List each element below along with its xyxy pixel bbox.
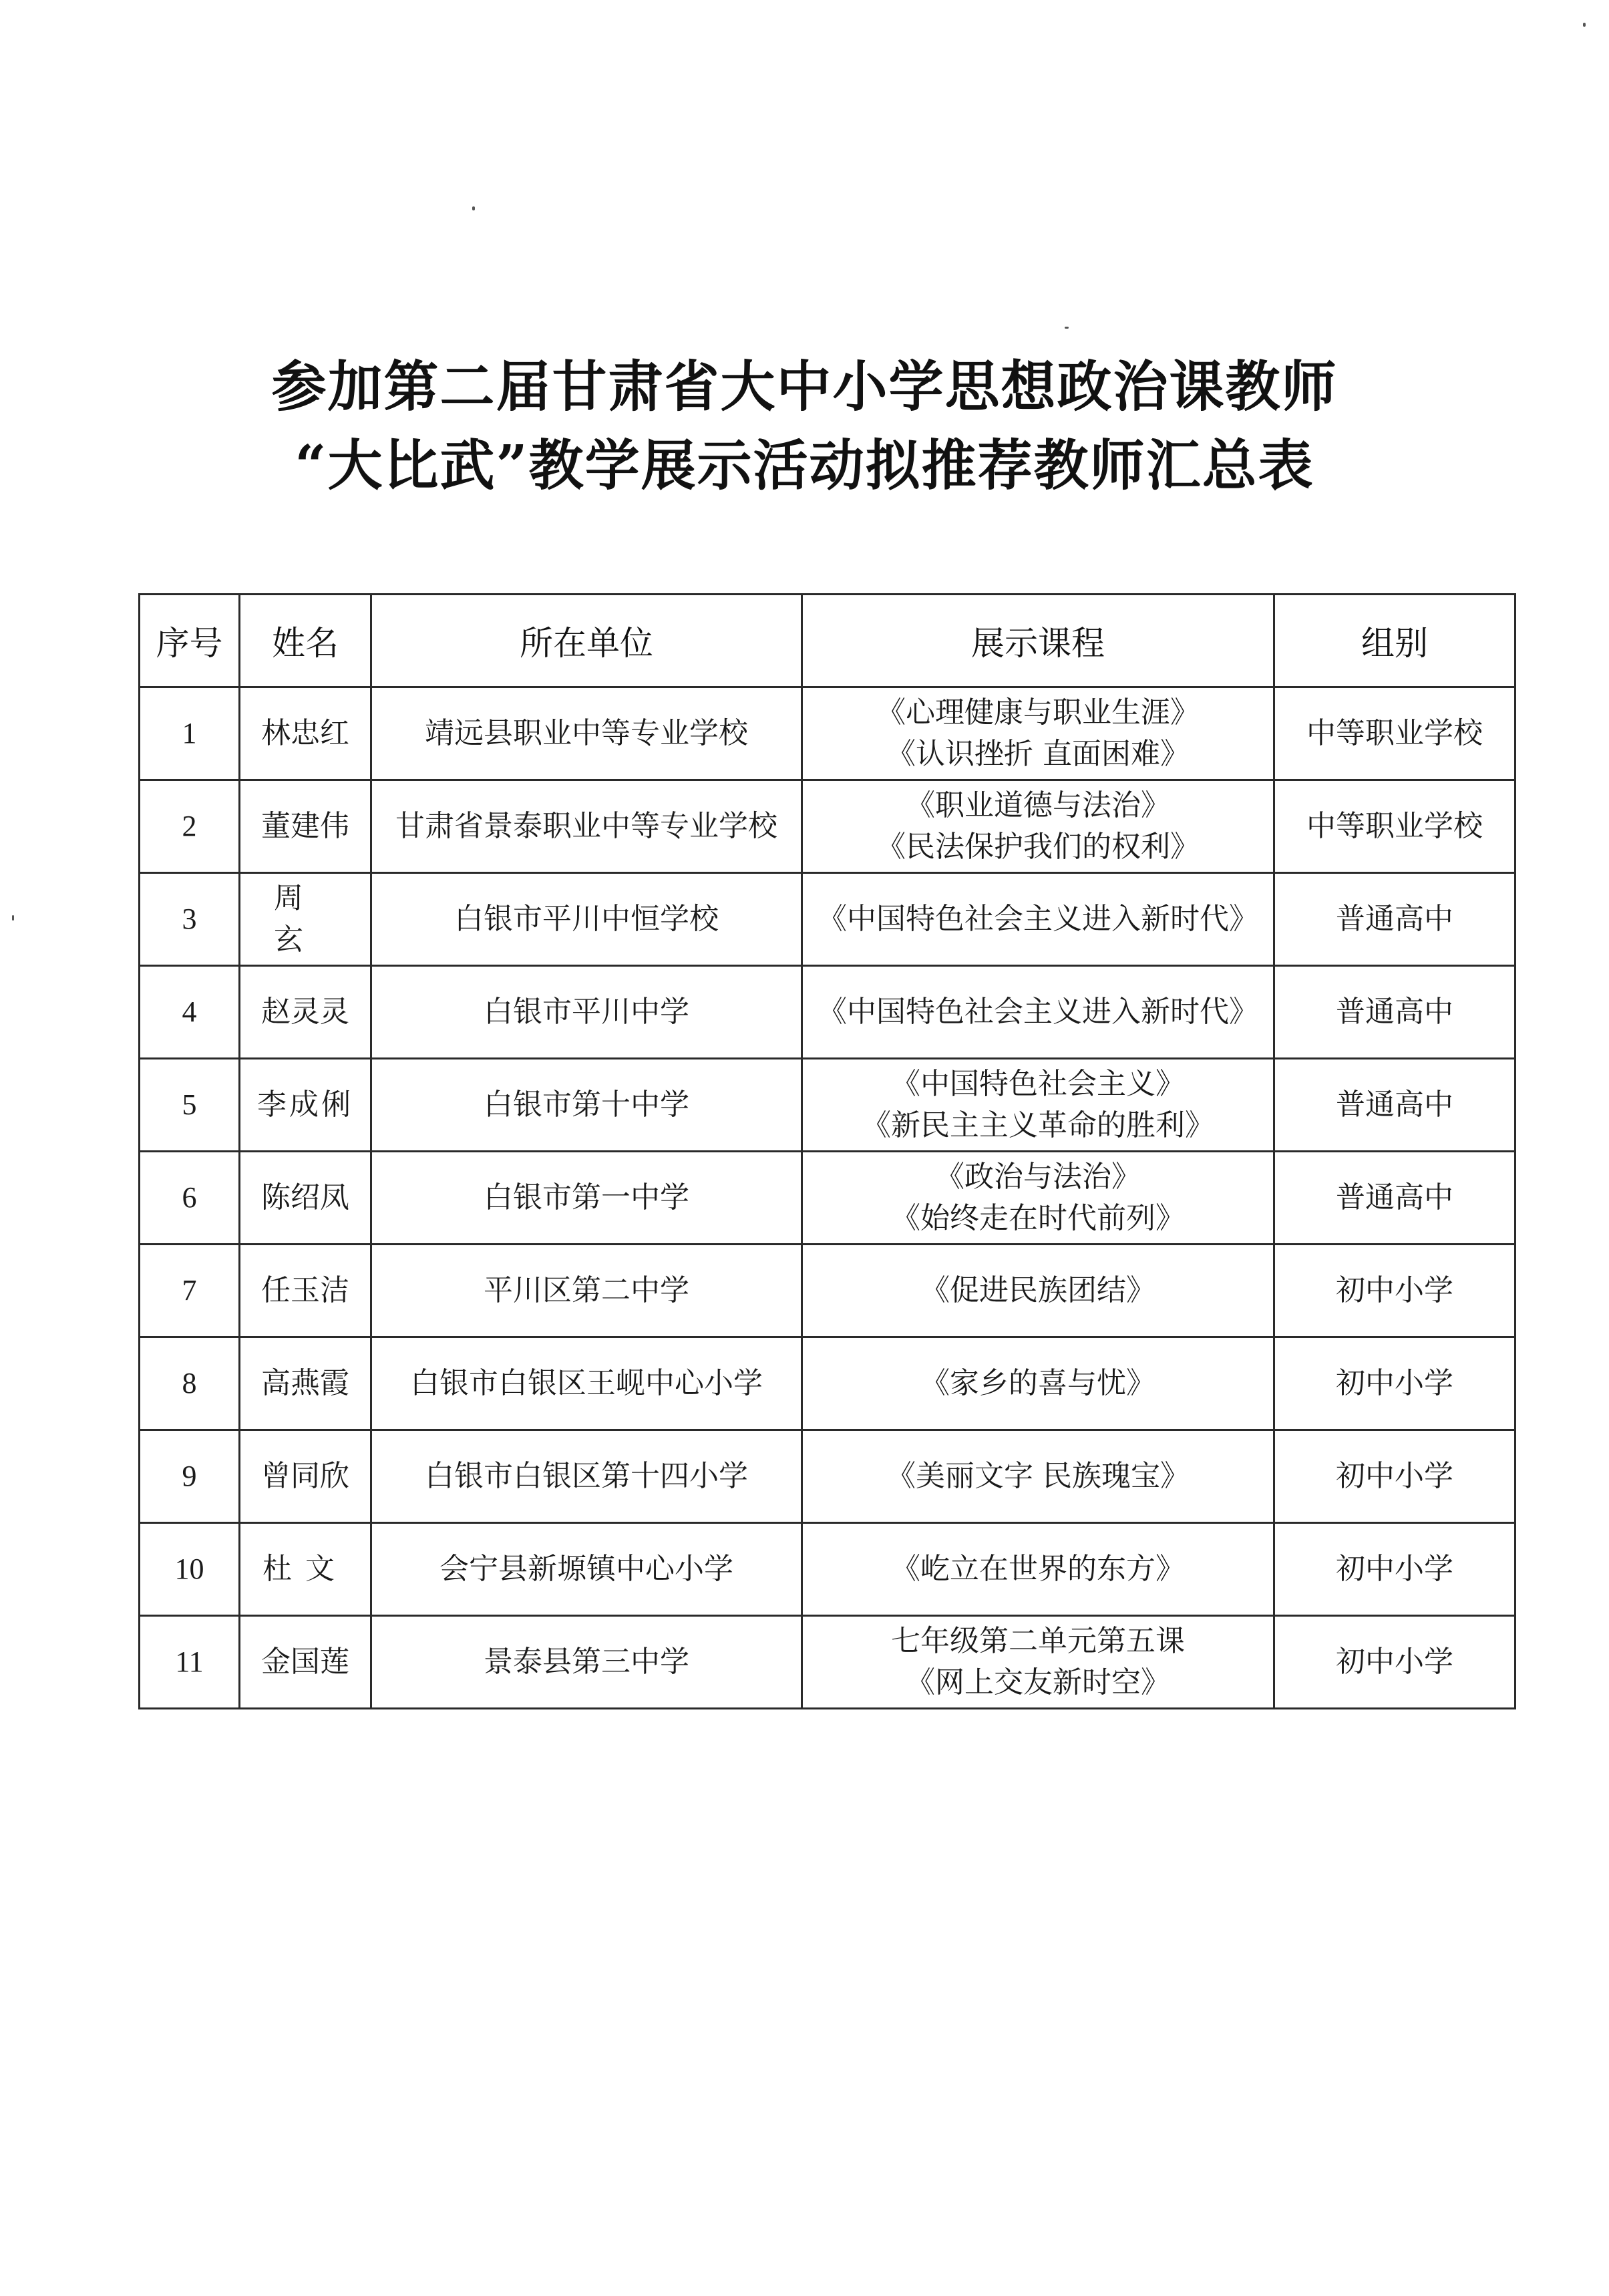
scan-speck bbox=[12, 915, 14, 921]
row-group: 初中小学 bbox=[1274, 1616, 1515, 1709]
course-line: 《职业道德与法治》 bbox=[906, 788, 1170, 822]
row-course bbox=[802, 687, 1274, 780]
row-unit: 白银市白银区王岘中心小学 bbox=[371, 1337, 802, 1430]
row-unit: 甘肃省景泰职业中等专业学校 bbox=[371, 780, 802, 873]
row-no: 2 bbox=[140, 780, 240, 873]
teacher-summary-table bbox=[138, 593, 1516, 1709]
row-no: 3 bbox=[140, 873, 240, 966]
table-row bbox=[140, 1152, 1515, 1245]
row-name: 金国莲 bbox=[240, 1616, 371, 1709]
row-unit: 白银市平川中学 bbox=[371, 966, 802, 1059]
row-no: 1 bbox=[140, 687, 240, 780]
table-row bbox=[140, 1616, 1515, 1709]
row-no: 6 bbox=[140, 1152, 240, 1245]
row-course bbox=[802, 1337, 1274, 1430]
header-no: 序号 bbox=[140, 595, 240, 687]
row-unit: 白银市第一中学 bbox=[371, 1152, 802, 1245]
row-group: 普通高中 bbox=[1274, 966, 1515, 1059]
row-name: 曾同欣 bbox=[240, 1430, 371, 1523]
course-line: 《心理健康与职业生涯》 bbox=[876, 695, 1200, 729]
table-row bbox=[140, 1245, 1515, 1337]
row-course bbox=[802, 966, 1274, 1059]
table-row bbox=[140, 1430, 1515, 1523]
row-course bbox=[802, 1059, 1274, 1152]
document-title bbox=[0, 347, 1609, 505]
row-group: 中等职业学校 bbox=[1274, 687, 1515, 780]
course-line: 《促进民族团结》 bbox=[920, 1273, 1155, 1307]
row-no: 8 bbox=[140, 1337, 240, 1430]
row-name: 赵灵灵 bbox=[240, 966, 371, 1059]
row-group: 普通高中 bbox=[1274, 873, 1515, 966]
table-row bbox=[140, 1523, 1515, 1616]
course-line: 《政治与法治》 bbox=[935, 1160, 1141, 1194]
row-unit: 会宁县新塬镇中心小学 bbox=[371, 1523, 802, 1616]
row-course bbox=[802, 873, 1274, 966]
title-line-1: 参加第二届甘肃省大中小学思想政治课教师 bbox=[271, 355, 1338, 419]
row-course bbox=[802, 1430, 1274, 1523]
row-course bbox=[802, 1523, 1274, 1616]
course-line: 《新民主主义革命的胜利》 bbox=[862, 1108, 1214, 1142]
course-line: 《中国特色社会主义进入新时代》 bbox=[818, 995, 1258, 1029]
row-unit: 靖远县职业中等专业学校 bbox=[371, 687, 802, 780]
course-line: 《中国特色社会主义进入新时代》 bbox=[818, 902, 1258, 936]
row-course bbox=[802, 1616, 1274, 1709]
row-course bbox=[802, 780, 1274, 873]
row-name: 任玉洁 bbox=[240, 1245, 371, 1337]
table-row bbox=[140, 1337, 1515, 1430]
course-line: 七年级第二单元第五课 bbox=[891, 1624, 1185, 1658]
table-row bbox=[140, 966, 1515, 1059]
course-line: 《网上交友新时空》 bbox=[906, 1665, 1170, 1699]
row-name: 陈绍凤 bbox=[240, 1152, 371, 1245]
row-course bbox=[802, 1152, 1274, 1245]
course-line: 《中国特色社会主义》 bbox=[891, 1067, 1185, 1101]
table-header-row bbox=[140, 595, 1515, 687]
course-line: 《屹立在世界的东方》 bbox=[891, 1552, 1185, 1586]
row-no: 10 bbox=[140, 1523, 240, 1616]
row-unit: 白银市平川中恒学校 bbox=[371, 873, 802, 966]
row-no: 4 bbox=[140, 966, 240, 1059]
course-line: 《认识挫折 直面困难》 bbox=[886, 737, 1190, 771]
row-group: 初中小学 bbox=[1274, 1523, 1515, 1616]
row-no: 9 bbox=[140, 1430, 240, 1523]
row-name: 董建伟 bbox=[240, 780, 371, 873]
row-unit: 白银市第十中学 bbox=[371, 1059, 802, 1152]
header-course: 展示课程 bbox=[802, 595, 1274, 687]
row-group: 初中小学 bbox=[1274, 1337, 1515, 1430]
course-line: 《美丽文字 民族瑰宝》 bbox=[886, 1459, 1190, 1493]
header-name: 姓名 bbox=[240, 595, 371, 687]
row-name: 李成俐 bbox=[240, 1059, 371, 1152]
row-group: 中等职业学校 bbox=[1274, 780, 1515, 873]
row-name: 周玄 bbox=[240, 873, 371, 966]
row-group: 普通高中 bbox=[1274, 1152, 1515, 1245]
row-group: 初中小学 bbox=[1274, 1245, 1515, 1337]
scan-speck bbox=[472, 206, 475, 210]
row-course bbox=[802, 1245, 1274, 1337]
header-group: 组别 bbox=[1274, 595, 1515, 687]
row-group: 初中小学 bbox=[1274, 1430, 1515, 1523]
table-row bbox=[140, 873, 1515, 966]
row-name: 高燕霞 bbox=[240, 1337, 371, 1430]
row-no: 5 bbox=[140, 1059, 240, 1152]
row-no: 7 bbox=[140, 1245, 240, 1337]
table-row bbox=[140, 687, 1515, 780]
row-no: 11 bbox=[140, 1616, 240, 1709]
table-row bbox=[140, 780, 1515, 873]
course-line: 《始终走在时代前列》 bbox=[891, 1201, 1185, 1235]
row-unit: 平川区第二中学 bbox=[371, 1245, 802, 1337]
row-name: 杜文 bbox=[240, 1523, 371, 1616]
row-group: 普通高中 bbox=[1274, 1059, 1515, 1152]
scan-speck bbox=[1583, 23, 1586, 27]
course-line: 《民法保护我们的权利》 bbox=[876, 830, 1200, 864]
table-row bbox=[140, 1059, 1515, 1152]
header-unit: 所在单位 bbox=[371, 595, 802, 687]
title-line-2: “大比武”教学展示活动拟推荐教师汇总表 bbox=[295, 434, 1314, 498]
scan-speck bbox=[1065, 327, 1069, 329]
course-line: 《家乡的喜与忧》 bbox=[920, 1366, 1155, 1400]
row-unit: 景泰县第三中学 bbox=[371, 1616, 802, 1709]
row-unit: 白银市白银区第十四小学 bbox=[371, 1430, 802, 1523]
row-name: 林忠红 bbox=[240, 687, 371, 780]
